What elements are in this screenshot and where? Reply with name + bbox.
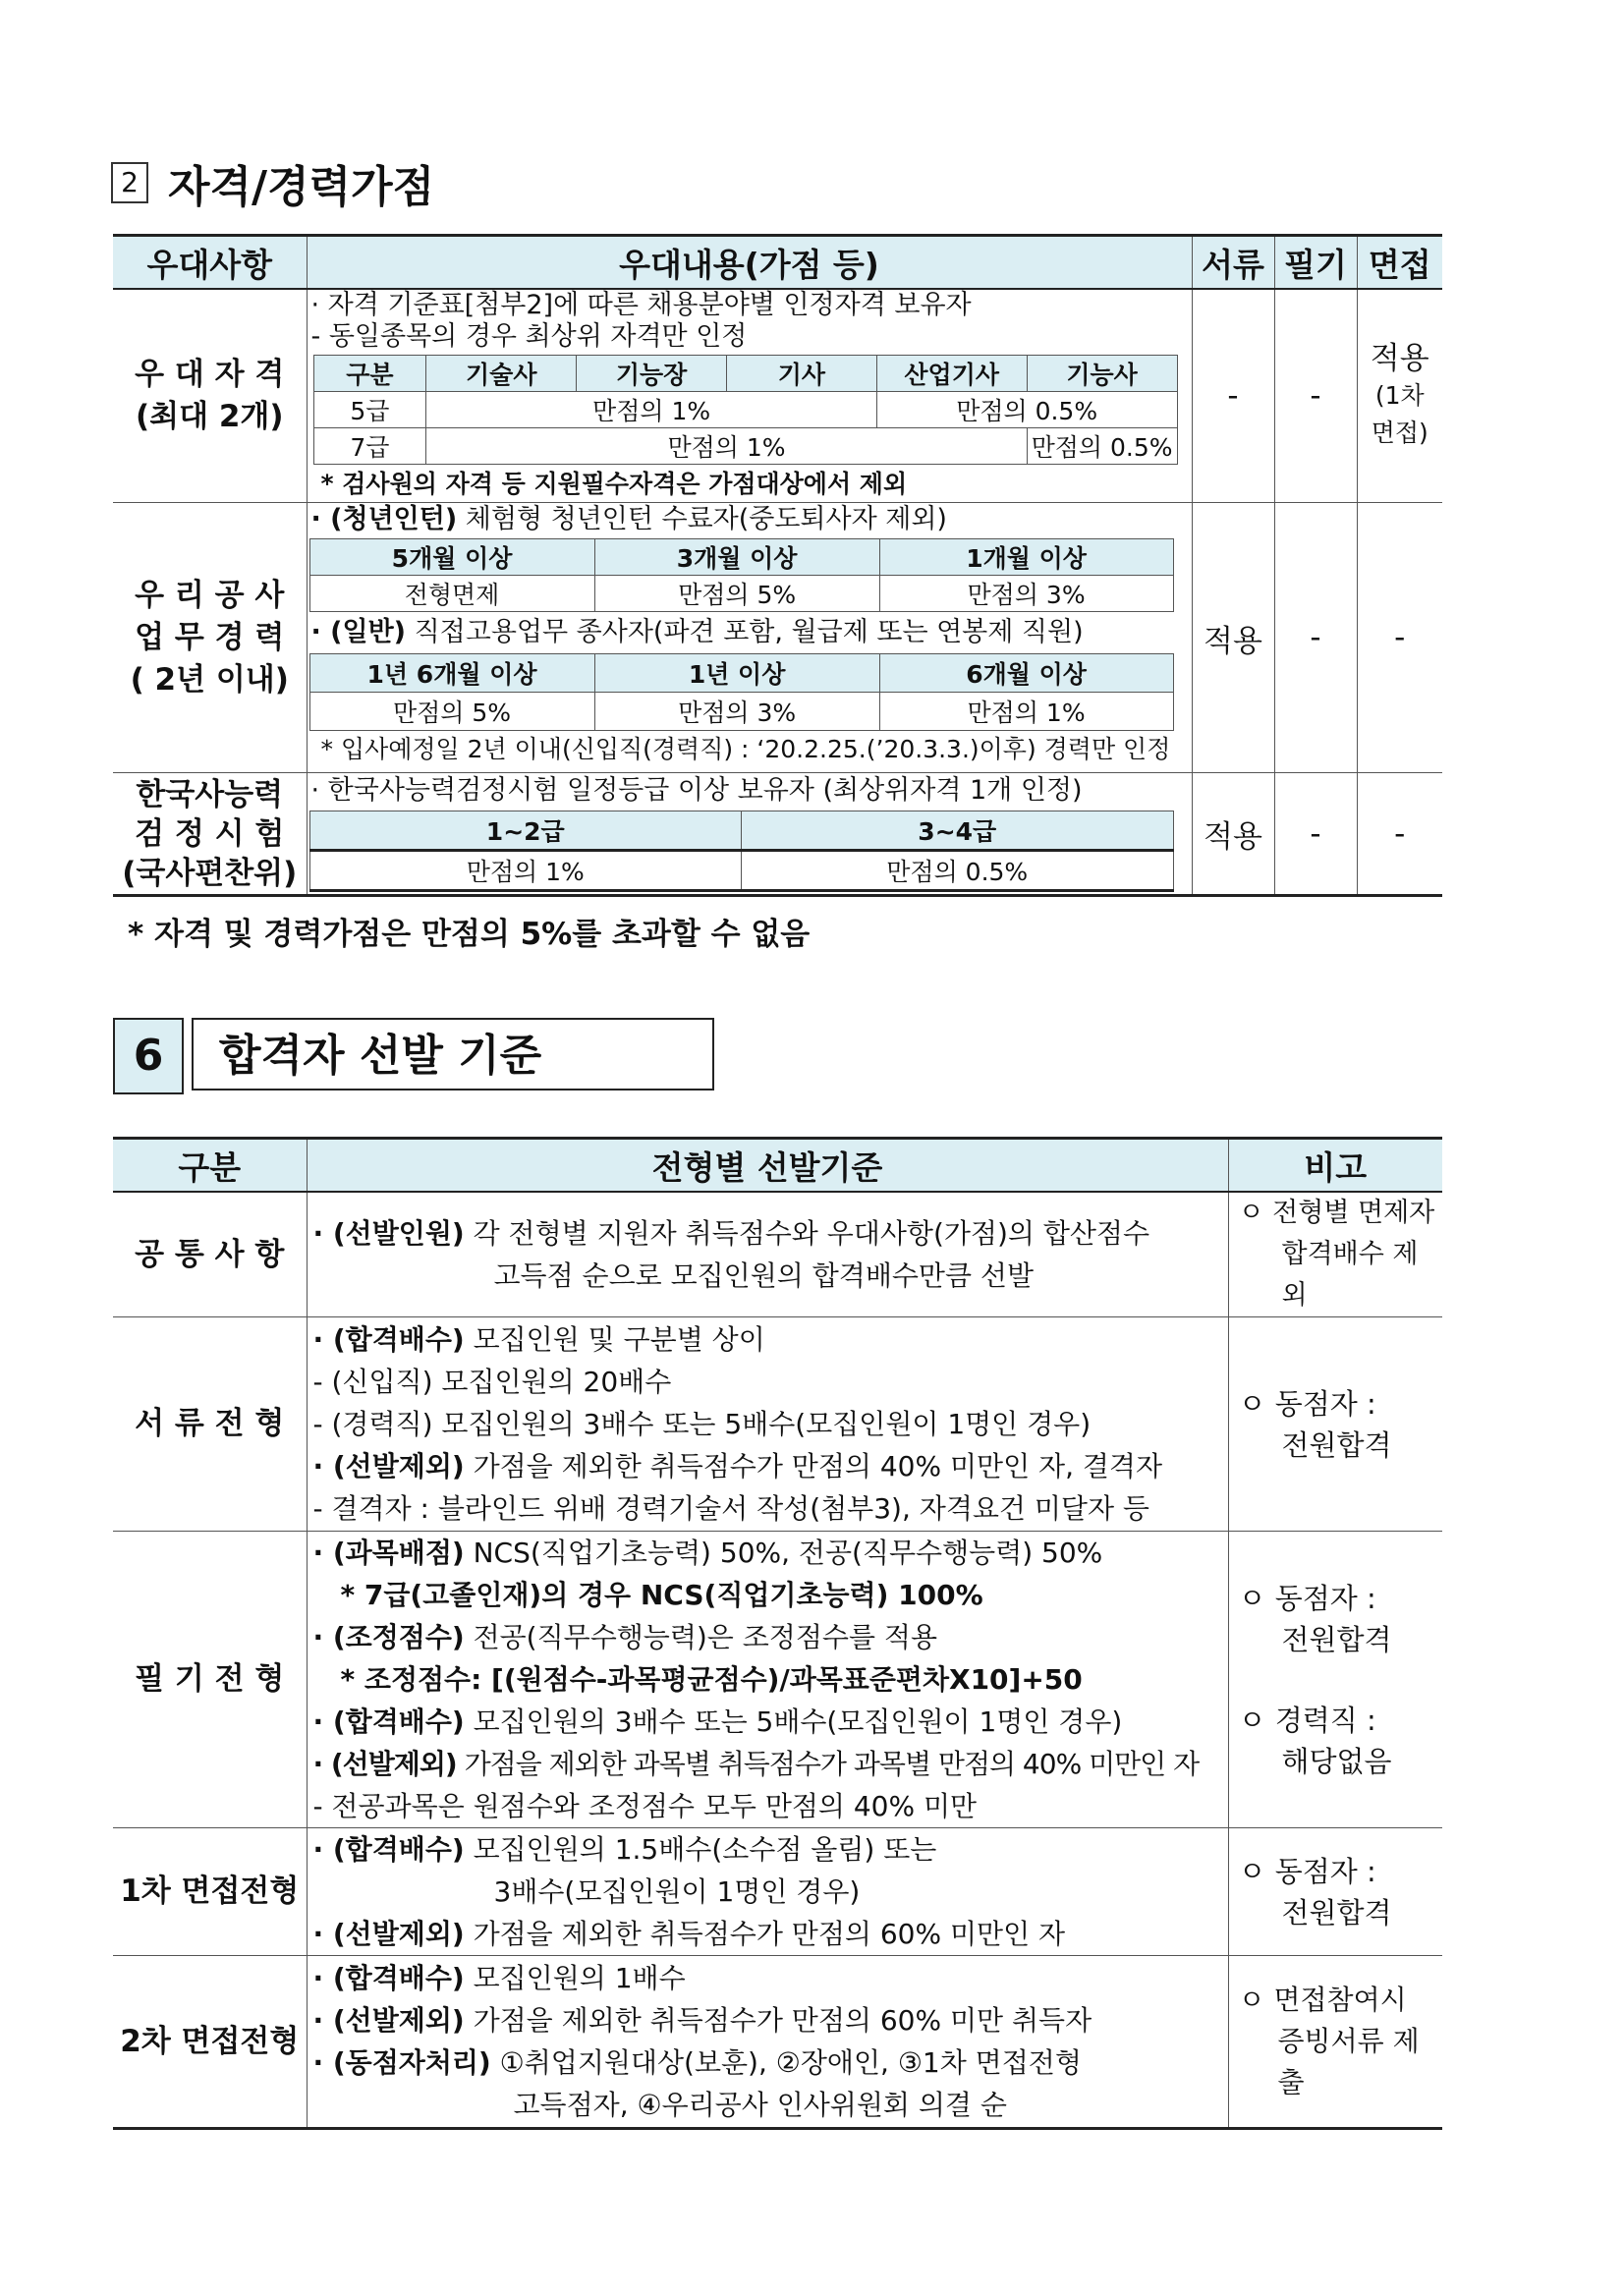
written-applies: - — [1274, 773, 1357, 896]
cell: 기술사 — [426, 356, 577, 392]
criteria-line: 고득점자, ④우리공사 인사위원회 의결 순 — [513, 2089, 1007, 2121]
row-korean-history-exam — [113, 773, 1442, 896]
section-2-heading — [111, 155, 434, 210]
qualification-score-table — [313, 355, 1178, 465]
criteria-bold: · (선발제외) — [312, 2004, 465, 2037]
cell: 3개월 이상 — [594, 539, 879, 576]
interview-applies: - — [1357, 503, 1442, 773]
criteria-line: * 7급(고졸인재)의 경우 NCS(직업기초능력) 100% — [340, 1579, 983, 1611]
criteria-line: * 조정점수: [(원점수-과목평균점수)/과목표준편차X10]+50 — [340, 1663, 1083, 1696]
row-document-screening — [113, 1317, 1442, 1532]
remark-line: 전원합격 — [1281, 1622, 1392, 1656]
label-second-interview: 2차 면접전형 — [113, 1956, 307, 2129]
cell: 1개월 이상 — [879, 539, 1173, 576]
criteria-text: 모집인원의 1배수 — [464, 1962, 686, 1994]
label-preferred-qualification — [113, 289, 307, 503]
doc-applies: 적용 — [1192, 773, 1274, 896]
label-common: 공 통 사 항 — [113, 1192, 307, 1317]
content-line: - 동일종목의 경우 최상위 자격만 인정 — [310, 321, 748, 352]
remark-line: 증빙서류 제출 — [1277, 2025, 1420, 2098]
header-remarks: 비고 — [1228, 1139, 1442, 1193]
qualification-bonus-table — [113, 234, 1442, 897]
criteria-bold: · (합격배수) — [312, 1323, 465, 1356]
label-line: 검 정 시 험 — [135, 815, 285, 852]
criteria-line: 3배수(모집인원이 1명인 경우) — [493, 1875, 861, 1908]
cell: 만점의 1% — [426, 428, 1027, 465]
remark-line: ㅇ 동점자 : — [1238, 1386, 1376, 1421]
header-criteria: 전형별 선발기준 — [307, 1139, 1228, 1193]
criteria-line — [308, 1957, 1228, 1999]
cell: 산업기사 — [876, 356, 1027, 392]
criteria-line — [308, 1616, 1228, 1658]
cell: 만점의 3% — [594, 693, 879, 731]
criteria-line: 고득점 순으로 모집인원의 합격배수만큼 선발 — [493, 1259, 1035, 1292]
cell: 만점의 1% — [309, 851, 742, 891]
written-applies: - — [1274, 503, 1357, 773]
cell: 5개월 이상 — [309, 539, 594, 576]
cell: 전형면제 — [309, 576, 594, 612]
cell: 만점의 0.5% — [742, 851, 1174, 891]
criteria-bold: · (선발제외) — [312, 1450, 465, 1482]
content-line — [308, 503, 1192, 536]
criteria-text: ①취업지원대상(보훈), ②장애인, ③1차 면접전형 — [490, 2046, 1082, 2079]
content-line: · 자격 기준표[첨부2]에 따른 채용분야별 인정자격 보유자 — [310, 290, 972, 320]
content-text: 체험형 청년인턴 수료자(중도퇴사자 제외) — [457, 504, 947, 534]
cell: 3~4급 — [742, 811, 1174, 851]
remark-line: ㅇ 면접참여시 — [1238, 1984, 1407, 2016]
remark-line: 합격배수 제외 — [1281, 1239, 1419, 1311]
content-line: · 한국사능력검정시험 일정등급 이상 보유자 (최상위자격 1개 인정) — [310, 775, 1083, 806]
label-document-screening: 서 류 전 형 — [113, 1317, 307, 1532]
cell: 만점의 1% — [426, 392, 876, 428]
cell: 7급 — [313, 428, 426, 465]
interview-applies — [1357, 289, 1442, 503]
criteria-bold: · (합격배수) — [312, 1706, 465, 1738]
interview-applies: - — [1357, 773, 1442, 896]
criteria-line — [308, 2041, 1228, 2084]
doc-applies: - — [1192, 289, 1274, 503]
criteria-bold: · (동점자처리) — [312, 2046, 491, 2079]
header-preference: 우대사항 — [113, 236, 307, 290]
label-written-exam: 필 기 전 형 — [113, 1532, 307, 1828]
content-note: * 입사예정일 2년 이내(신입직(경력직) : ‘20.2.25.(’20.3.3.)이후) 경력만 인정 — [320, 735, 1171, 763]
intern-score-table — [309, 538, 1174, 612]
header-content: 우대내용(가점 등) — [307, 236, 1192, 290]
criteria-text: 각 전형별 지원자 취득점수와 우대사항(가점)의 합산점수 — [464, 1217, 1150, 1250]
cell: 기사 — [726, 356, 876, 392]
section-2-number-box: 2 — [111, 162, 148, 203]
cell: 만점의 5% — [309, 693, 594, 731]
criteria-line: - (경력직) 모집인원의 3배수 또는 5배수(모집인원이 1명인 경우) — [312, 1408, 1092, 1440]
remark-line: ㅇ 경력직 : — [1238, 1703, 1376, 1737]
row-common — [113, 1192, 1442, 1317]
criteria-line — [308, 1532, 1228, 1574]
criteria-text: 가점을 제외한 취득점수가 만점의 60% 미만 취득자 — [464, 2004, 1092, 2037]
cell: 5급 — [313, 392, 426, 428]
label-korean-history-exam — [113, 773, 307, 896]
criteria-line — [308, 1743, 1228, 1785]
content-bold: · (청년인턴) — [310, 504, 458, 534]
cell-line: 면접) — [1371, 419, 1428, 447]
cell: 1년 이상 — [594, 654, 879, 693]
criteria-text: 모집인원의 1.5배수(소수점 올림) 또는 — [464, 1833, 937, 1866]
remark-line: ㅇ 동점자 : — [1238, 1854, 1376, 1888]
section-6-number: 6 — [113, 1018, 184, 1094]
criteria-text: 가점을 제외한 과목별 취득점수가 과목별 만점의 40% 미만인 자 — [456, 1748, 1200, 1780]
remark-line: 전원합격 — [1281, 1895, 1392, 1929]
criteria-text: 모집인원 및 구분별 상이 — [464, 1323, 765, 1356]
label-line: ( 2년 이내) — [130, 661, 289, 698]
label-line: 업 무 경 력 — [135, 619, 285, 655]
cell: 구분 — [313, 356, 426, 392]
header-interview: 면접 — [1357, 236, 1442, 290]
row-written-exam — [113, 1532, 1442, 1828]
criteria-line — [308, 1913, 1228, 1955]
row-second-interview — [113, 1956, 1442, 2129]
doc-applies: 적용 — [1192, 503, 1274, 773]
header-document: 서류 — [1192, 236, 1274, 290]
remark-spacer — [1239, 1660, 1443, 1700]
row-first-interview — [113, 1828, 1442, 1956]
row-work-experience — [113, 503, 1442, 773]
selection-criteria-table — [113, 1137, 1442, 2130]
label-line: 우 리 공 사 — [135, 577, 285, 613]
label-line: (국사편찬위) — [122, 855, 298, 891]
remark-line: ㅇ 전형별 면제자 — [1238, 1198, 1435, 1228]
remark-line: ㅇ 동점자 : — [1238, 1581, 1376, 1615]
remark-line: 해당없음 — [1281, 1744, 1392, 1778]
content-text: 직접고용업무 종사자(파견 포함, 월급제 또는 연봉제 직원) — [406, 617, 1084, 647]
criteria-line — [308, 1701, 1228, 1743]
cell: 만점의 0.5% — [876, 392, 1177, 428]
criteria-bold: · (합격배수) — [312, 1833, 465, 1866]
header-written: 필기 — [1274, 236, 1357, 290]
section-6-title: 합격자 선발 기준 — [192, 1018, 714, 1091]
written-applies: - — [1274, 289, 1357, 503]
content-line — [308, 614, 1192, 651]
criteria-line — [308, 1212, 1228, 1255]
criteria-line — [308, 1318, 1228, 1361]
label-first-interview: 1차 면접전형 — [113, 1828, 307, 1956]
header-category: 구분 — [113, 1139, 307, 1193]
content-note: * 검사원의 자격 등 지원필수자격은 가점대상에서 제외 — [320, 470, 908, 498]
cell: 만점의 0.5% — [1027, 428, 1177, 465]
label-line: (최대 2개) — [135, 399, 284, 434]
remark-line: 전원합격 — [1281, 1427, 1392, 1462]
criteria-bold: · (선발제외) — [312, 1918, 465, 1950]
label-line: 우 대 자 격 — [135, 357, 285, 392]
criteria-text: 전공(직무수행능력)은 조정점수를 적용 — [464, 1621, 937, 1653]
criteria-line: - 결격자 : 블라인드 위배 경력기술서 작성(첨부3), 자격요건 미달자 등 — [312, 1492, 1149, 1525]
section-2-title: 자격/경력가점 — [168, 162, 435, 212]
row-preferred-qualification — [113, 289, 1442, 503]
criteria-text: 가점을 제외한 취득점수가 만점의 60% 미만인 자 — [464, 1918, 1066, 1950]
cell: 1~2급 — [309, 811, 742, 851]
cell-line: 적용 — [1370, 341, 1429, 376]
criteria-bold: · (조정점수) — [312, 1621, 465, 1653]
criteria-line: - (신입직) 모집인원의 20배수 — [312, 1366, 672, 1398]
cell: 1년 6개월 이상 — [309, 654, 594, 693]
cell: 기능장 — [577, 356, 727, 392]
cell: 기능사 — [1027, 356, 1177, 392]
cell: 만점의 5% — [594, 576, 879, 612]
cell: 6개월 이상 — [879, 654, 1173, 693]
criteria-bold: · (과목배점) — [312, 1537, 465, 1569]
label-work-experience — [113, 503, 307, 773]
bonus-cap-footnote: * 자격 및 경력가점은 만점의 5%를 초과할 수 없음 — [128, 917, 811, 952]
criteria-line — [308, 1999, 1228, 2041]
criteria-line — [308, 1445, 1228, 1487]
general-score-table — [309, 653, 1174, 731]
label-line: 한국사능력 — [136, 776, 284, 812]
criteria-text: 모집인원의 3배수 또는 5배수(모집인원이 1명인 경우) — [464, 1706, 1123, 1738]
cell-line: (1차 — [1374, 381, 1425, 410]
criteria-line — [308, 1828, 1228, 1871]
history-score-table — [309, 811, 1174, 892]
criteria-bold: · (합격배수) — [312, 1962, 465, 1994]
criteria-text: 가점을 제외한 취득점수가 만점의 40% 미만인 자, 결격자 — [464, 1450, 1163, 1482]
criteria-bold: · (선발인원) — [312, 1217, 465, 1250]
content-bold: · (일반) — [310, 617, 407, 647]
cell: 만점의 1% — [879, 693, 1173, 731]
cell: 만점의 3% — [879, 576, 1173, 612]
criteria-text: NCS(직업기초능력) 50%, 전공(직무수행능력) 50% — [464, 1537, 1103, 1569]
criteria-line: - 전공과목은 원점수와 조정점수 모두 만점의 40% 미만 — [312, 1790, 978, 1822]
criteria-bold: · (선발제외) — [312, 1748, 457, 1780]
